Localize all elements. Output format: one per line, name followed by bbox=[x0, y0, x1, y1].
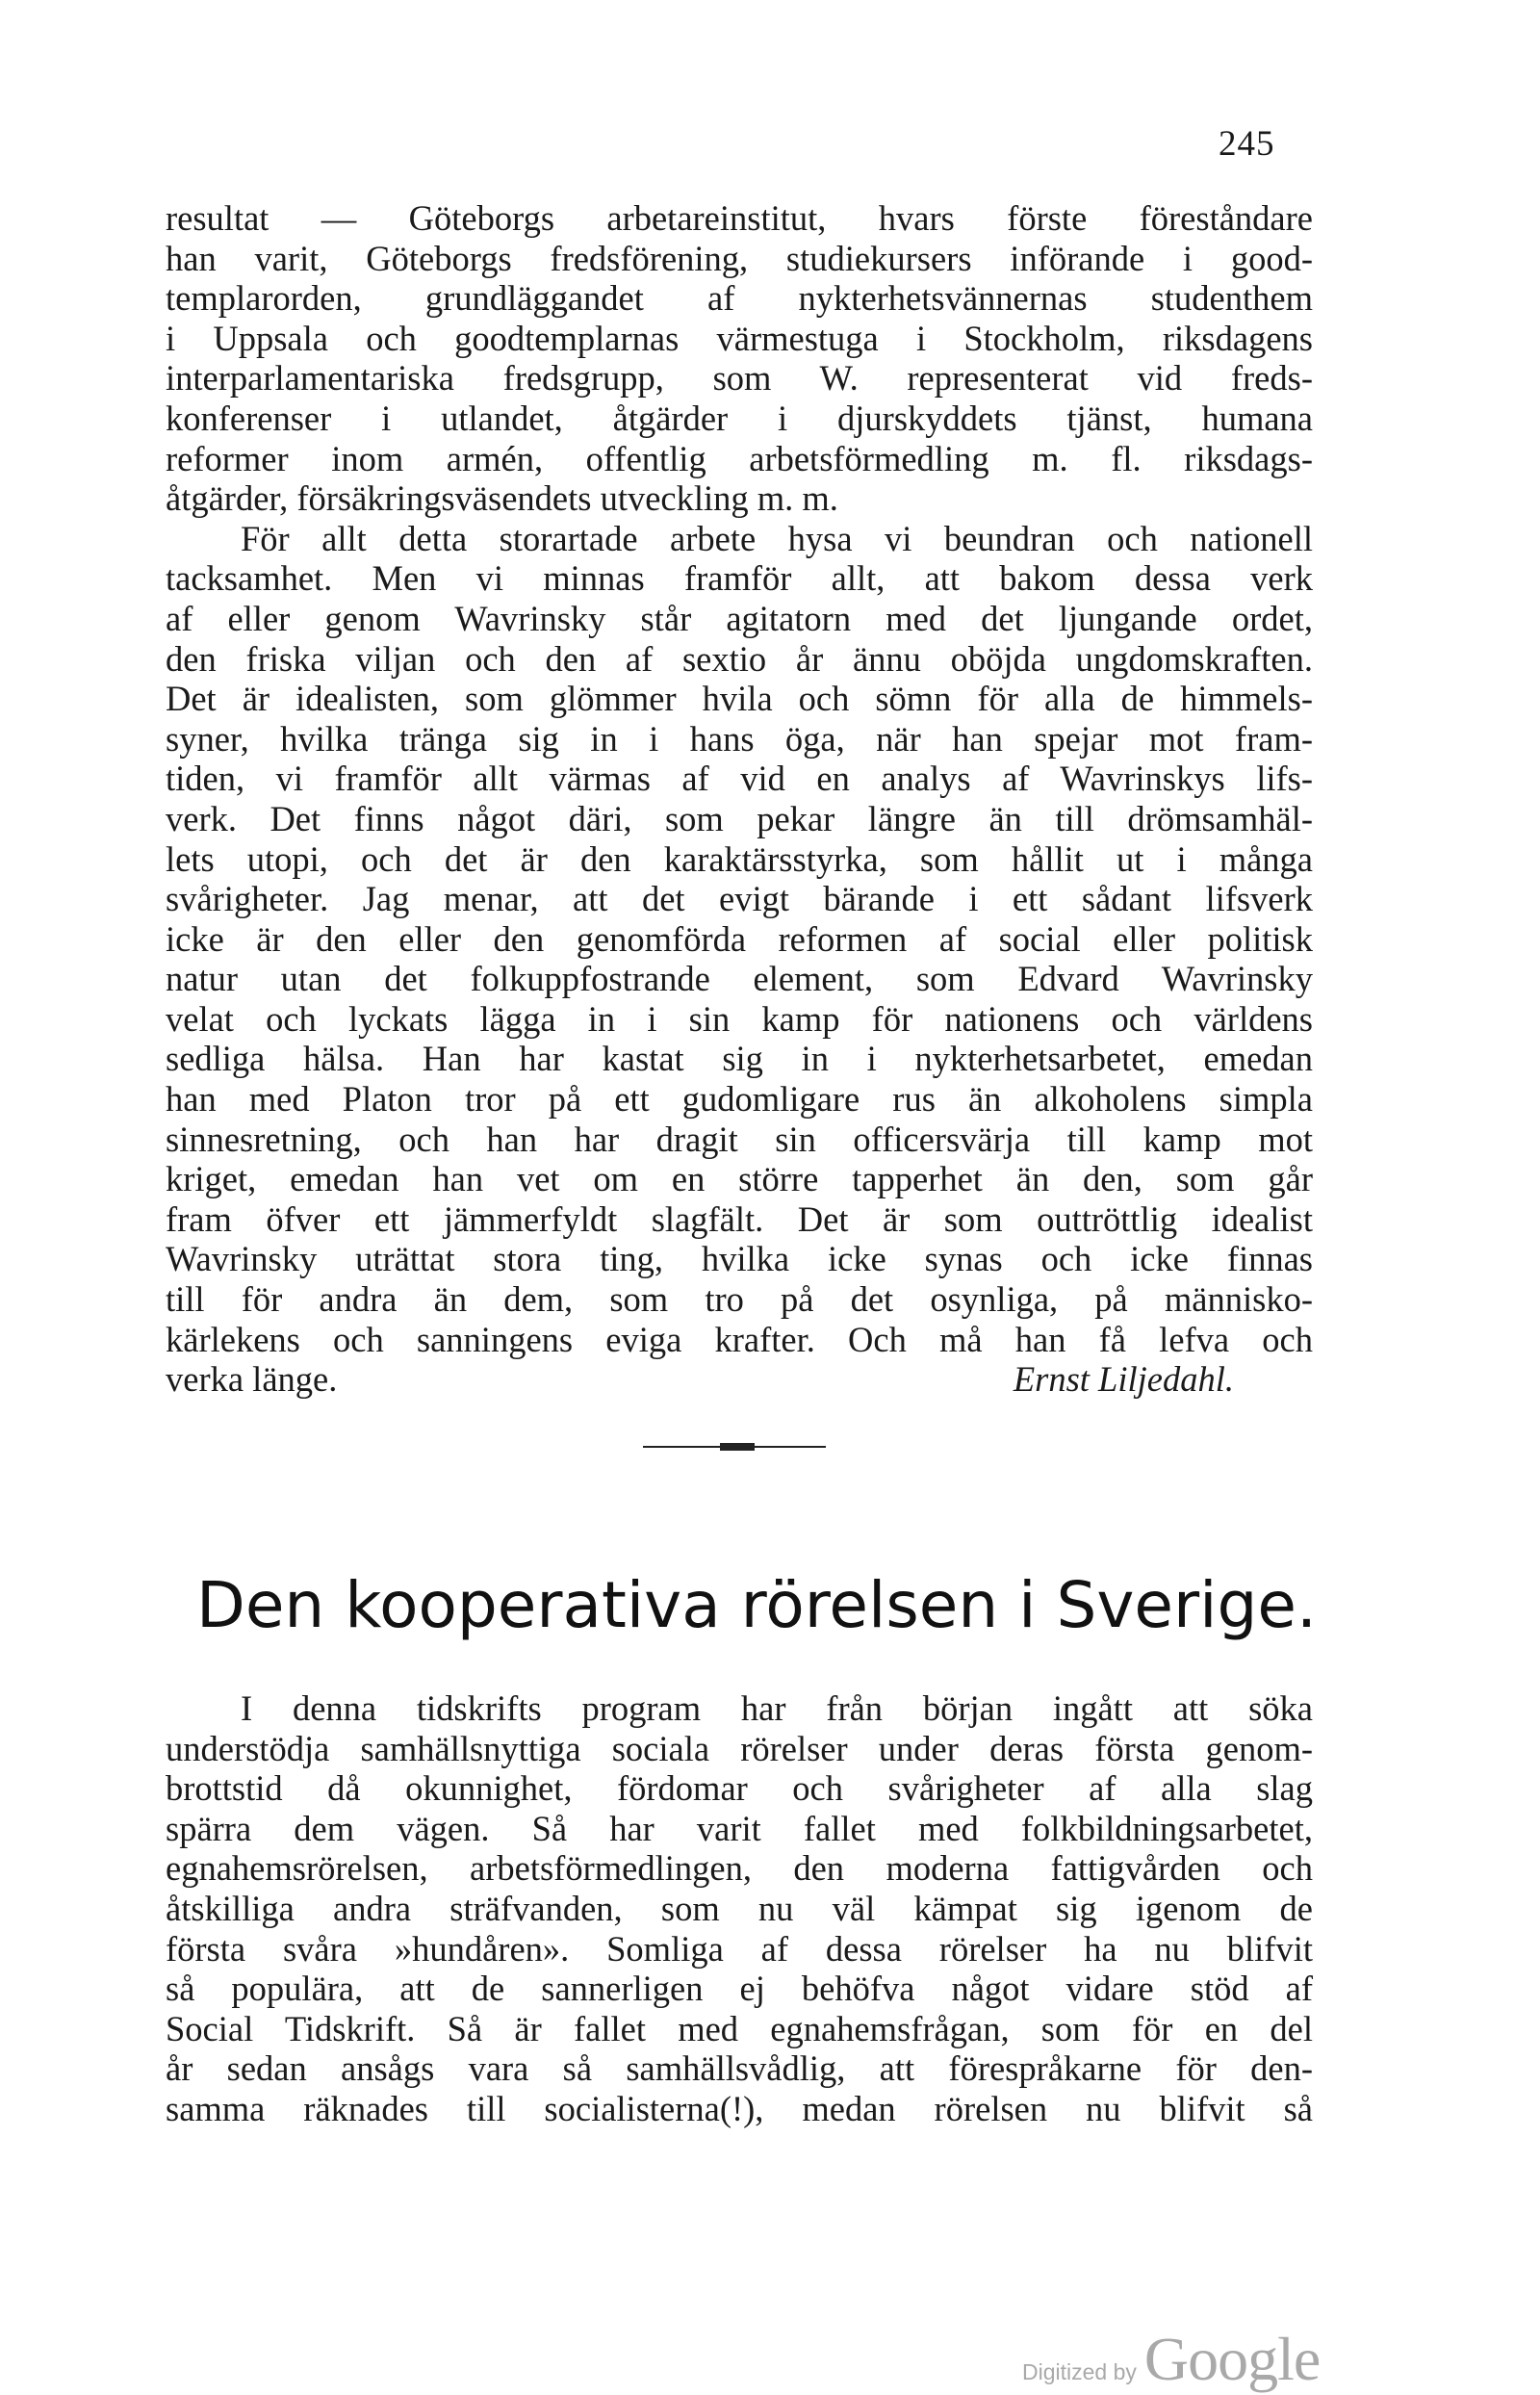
text-line: spärra dem vägen. Så har varit fallet med folkbildningsarbetet, bbox=[166, 1808, 1313, 1848]
section-divider-mark bbox=[720, 1443, 755, 1451]
text-line: För allt detta storartade arbete hysa vi beundran och nationell bbox=[241, 518, 1313, 558]
text-line: han varit, Göteborgs fredsförening, studiekursers införande i good- bbox=[166, 238, 1313, 278]
text-line: fram öfver ett jämmerfyldt slagfält. Det är som outtröttlig idealist bbox=[166, 1198, 1313, 1239]
text-line: egnahemsrörelsen, arbetsförmedlingen, den moderna fattigvården och bbox=[166, 1848, 1313, 1889]
text-line: velat och lyckats lägga in i sin kamp för nationens och världens bbox=[166, 998, 1313, 1039]
google-logo: Google bbox=[1143, 2325, 1321, 2393]
text-line: tacksamhet. Men vi minnas framför allt, att bakom dessa verk bbox=[166, 558, 1313, 599]
text-line: kärlekens och sanningens eviga krafter. Och må han få lefva och bbox=[166, 1319, 1313, 1359]
text-line: så populära, att de sannerligen ej behöfva något vidare stöd af bbox=[166, 1969, 1313, 2009]
page-number: 245 bbox=[1219, 124, 1275, 164]
text-line: år sedan ansågs vara så samhällsvådlig, att förespråkarne för den- bbox=[166, 2048, 1313, 2089]
closing-line bbox=[166, 1359, 1234, 1400]
text-line: reformer inom armén, offentlig arbetsförmedling m. fl. riksdags- bbox=[166, 438, 1313, 478]
text-line: i Uppsala och goodtemplarnas värmestuga i Stockholm, riksdagens bbox=[166, 318, 1313, 358]
text-line: Social Tidskrift. Så är fallet med egnahemsfrågan, som för en del bbox=[166, 2008, 1313, 2048]
text-line: af eller genom Wavrinsky står agitatorn med det ljungande ordet, bbox=[166, 598, 1313, 638]
text-line: verk. Det finns något däri, som pekar längre än till drömsamhäl- bbox=[166, 798, 1313, 838]
text-line: åtskilliga andra sträfvanden, som nu väl kämpat sig igenom de bbox=[166, 1888, 1313, 1928]
text-line: understödja samhällsnyttiga sociala rörelser under deras första genom- bbox=[166, 1728, 1313, 1768]
text-line: icke är den eller den genomförda reformen af social eller politisk bbox=[166, 918, 1313, 959]
text-line: tiden, vi framför allt värmas af vid en analys af Wavrinskys lifs- bbox=[166, 759, 1313, 799]
text-line: svårigheter. Jag menar, att det evigt bärande i ett sådant lifsverk bbox=[166, 879, 1313, 919]
text-line: åtgärder, försäkringsväsendets utveckling m. m. bbox=[166, 478, 838, 519]
text-line: sinnesretning, och han har dragit sin officersvärja till kamp mot bbox=[166, 1119, 1313, 1159]
watermark-prefix: Digitized by bbox=[1022, 2359, 1137, 2384]
text-line: till för andra än dem, som tro på det osynliga, på människo- bbox=[166, 1279, 1313, 1320]
text-line: brottstid då okunnighet, fördomar och svårigheter af alla slag bbox=[166, 1768, 1313, 1809]
text-line: första svåra »hundåren». Somliga af dessa rörelser ha nu blifvit bbox=[166, 1928, 1313, 1969]
text-line: natur utan det folkuppfostrande element, som Edvard Wavrinsky bbox=[166, 959, 1313, 999]
continuation-text bbox=[166, 198, 1313, 1400]
text-line: templarorden, grundläggandet af nykterhetsvännernas studenthem bbox=[166, 278, 1313, 319]
text-line: syner, hvilka tränga sig in i hans öga, när han spejar mot fram- bbox=[166, 718, 1313, 759]
text-line: resultat — Göteborgs arbetareinstitut, hvars förste föreståndare bbox=[166, 198, 1313, 238]
text-line: konferenser i utlandet, åtgärder i djurskyddets tjänst, humana bbox=[166, 398, 1313, 438]
text-line: Wavrinsky uträttat stora ting, hvilka icke synas och icke finnas bbox=[166, 1239, 1313, 1279]
closing-text: verka länge. bbox=[166, 1359, 338, 1400]
text-line: den friska viljan och den af sextio år ännu oböjda ungdomskraften. bbox=[166, 638, 1313, 679]
text-line: lets utopi, och det är den karaktärsstyrka, som hållit ut i många bbox=[166, 838, 1313, 879]
text-line: han med Platon tror på ett gudomligare rus än alkoholens simpla bbox=[166, 1079, 1313, 1120]
text-line: I denna tidskrifts program har från början ingått att söka bbox=[241, 1688, 1313, 1728]
author-signature: Ernst Liljedahl. bbox=[1013, 1359, 1234, 1400]
text-line: Det är idealisten, som glömmer hvila och sömn för alla de himmels- bbox=[166, 679, 1313, 719]
text-line: interparlamentariska fredsgrupp, som W. representerat vid freds- bbox=[166, 358, 1313, 399]
article-title: Den kooperativa rörelsen i Sverige. bbox=[196, 1568, 1317, 1642]
article-text bbox=[166, 1688, 1313, 2129]
text-line: kriget, emedan han vet om en större tapperhet än den, som går bbox=[166, 1159, 1313, 1199]
digitized-watermark bbox=[1022, 2324, 1320, 2395]
text-line: samma räknades till socialisterna(!), medan rörelsen nu blifvit så bbox=[166, 2088, 1313, 2128]
text-line: sedliga hälsa. Han har kastat sig in i nykterhetsarbetet, emedan bbox=[166, 1039, 1313, 1079]
